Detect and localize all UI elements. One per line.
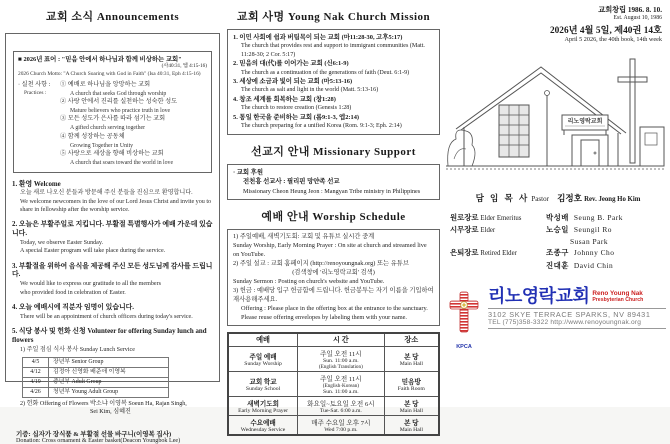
announcement-line: We welcome newcomers in the love of our Lord Jesus Christ and invite you to share in fellowship after the worship service.	[20, 198, 212, 213]
time-line: Sun. 11:00 a.m.	[323, 358, 359, 365]
mission-item-en: The church that provides rest and support to immigrant communities (Matt. 11:28-30; 2 Cor. 5:17)	[241, 43, 425, 58]
church-name-ko: 리노영락교회	[488, 285, 590, 306]
worship-title: 예배 안내 Worship Schedule	[261, 211, 406, 224]
worship-schedule-table	[227, 332, 440, 436]
elder-name-en: Susan Park	[570, 237, 609, 247]
practice-item-ko: ⑤ 사랑으로 세상을 향해 비상하는 교회	[60, 150, 164, 158]
service-ko: 수요예배	[250, 420, 276, 428]
worship-note-ko: (검색창에 '리노영락교회' 검색)	[292, 268, 375, 276]
announcement-line: 1) 주일 점심 식사 봉사 Sunday Lunch Service	[20, 347, 135, 354]
donation-line-ko: 기증: 십자가 장식품 & 부활절 선물 바구니(이영복 집사)	[16, 430, 172, 438]
staff-row	[450, 224, 666, 236]
practices-label-ko: · 실천 사항 :	[18, 80, 51, 88]
col-header-place: 장소	[384, 333, 439, 347]
flowers-offering-line: 2) 헌화 Offering of Flowers 박소냐 이영복 Soeun Ha, Rajan Singh,	[20, 400, 187, 407]
service-en: Wednesday Service	[240, 427, 286, 434]
lunch-service-table	[22, 357, 169, 397]
mission-item-en: The church as a continuation of the generations of faith (Deut. 6:1-9)	[241, 69, 410, 76]
worship-box	[227, 229, 440, 326]
announcement-heading: 5. 식당 봉사 및 헌화 신청 Volunteer for offering Sunday lunch and flowers	[12, 328, 207, 345]
lunch-date: 4/26	[23, 387, 49, 397]
announcement-item	[12, 304, 213, 321]
practice-item-ko: ② 사랑 안에서 진리를 실천하는 성숙한 성도	[60, 98, 178, 106]
cross-icon	[447, 291, 481, 339]
mission-item-ko: 4. 창조 세계를 회복하는 교회 (창1:28)	[233, 95, 336, 103]
announcement-line: There will be an appointment of church officers during today's service.	[20, 313, 193, 320]
staff-row	[450, 260, 666, 271]
worship-note-ko: 2) 주일 설교 : 교회 홈페이지 (http://renoyoungnak.org) 또는 유튜브	[233, 259, 409, 267]
masthead-column	[444, 5, 666, 350]
role-en: Elder	[480, 227, 496, 235]
pastor-row	[450, 192, 666, 204]
established-ko: 교회창립 1986. 8. 10.	[598, 6, 662, 14]
time-line: Sun. 11:00 a.m.	[323, 389, 359, 396]
service-en: Sunday School	[245, 386, 281, 393]
church-name-row	[488, 287, 666, 305]
pastor-title-en: Pastor	[531, 195, 549, 203]
announcement-item	[12, 221, 213, 255]
announcements-title: 교회 소식 Announcements	[45, 11, 180, 23]
mission-item-ko: 5. 통일 한국을 준비하는 교회 (롬9:1-3, 엡2:14)	[233, 113, 360, 121]
staff-row	[450, 247, 666, 259]
missionary-name-ko: 전천흥 선교사 : 필리핀 망얀족 선교	[243, 178, 340, 186]
missionary-sponsor-label: · 교회 후원	[233, 168, 264, 176]
time-line: (English·Korean)	[322, 383, 360, 390]
staff-row	[450, 236, 666, 247]
church-building-drawing	[444, 47, 666, 178]
place-en: Main Hall	[399, 408, 423, 415]
mission-item-ko: 3. 세상에 소금과 빛이 되는 교회 (마5:13-16)	[233, 78, 353, 86]
place-en: Faith Room	[397, 386, 425, 393]
kpca-label: KPCA	[456, 343, 472, 350]
col-header-service: 예배	[228, 333, 298, 347]
mission-item-ko: 1. 이민 사회에 쉼과 버팀목이 되는 교회 (마11:28-30, 고후5:17)	[233, 34, 403, 41]
table-row	[228, 397, 439, 416]
elder-name-ko: 박성배	[546, 213, 569, 222]
worship-note-en: Sunday Sermon : Posting on church's website and YouTube.	[233, 277, 385, 285]
pastor-name-ko: 김정호	[557, 193, 582, 203]
announcement-heading: 4. 오늘 예배시에 직분자 임명이 있습니다.	[12, 303, 135, 311]
announcements-box	[5, 33, 220, 444]
practice-item-ko: ① 예배로 하나님을 앙망하는 교회	[60, 80, 151, 88]
mission-title: 교회 사명 Young Nak Church Mission	[236, 11, 431, 23]
announcement-item	[12, 181, 213, 215]
announcement-line: who provided food in celebration of Easter.	[20, 289, 126, 296]
announcement-line: We would like to express our gratitude to all the members	[20, 281, 161, 288]
announcement-heading: 3. 부활절을 위하여 음식을 제공해 주신 모든 성도님께 감사를 드립니다.	[12, 262, 213, 279]
staff-block	[444, 192, 666, 271]
place-ko: 믿음방	[401, 379, 421, 387]
elder-name-en: Seung B. Park	[573, 213, 623, 222]
mission-item-ko: 2. 믿음의 대(代)를 이어가는 교회 (신6:1-9)	[233, 60, 349, 68]
lunch-group: 중년부 Adult Group	[49, 377, 169, 387]
table-row	[228, 372, 439, 397]
lunch-date: 4/19	[23, 377, 49, 387]
role-ko: 은퇴장로	[450, 248, 479, 258]
worship-note-en: Sunday Worship, Early Morning Prayer : On site at church and streamed live on YouTube.	[233, 242, 427, 258]
table-row	[23, 387, 169, 397]
church-logo-block	[444, 287, 666, 350]
mission-item-en: The church as salt and light in the world (Matt. 5:13-16)	[241, 87, 379, 94]
pastor-name-en: Rev. Jeong Ho Kim	[584, 196, 641, 203]
service-ko: 새벽기도회	[247, 401, 279, 409]
announcement-line: 오늘 새로 나오신 분들과 방문해 주신 분들을 진심으로 환영합니다.	[20, 190, 193, 197]
worship-note-ko: 3) 헌금 : 예배당 입구 헌금함에 드립니다. 헌금봉투는 자기 이름을 기입하여 재사용해주세요.	[233, 286, 434, 303]
lunch-date: 4/5	[23, 358, 49, 368]
motto-heading-en: 2026 Church Motto: "A Church Soaring with God in Faith" (Isa 40:31, Eph 4:15-16)	[18, 70, 201, 77]
lunch-group: 청년부 Young Adult Group	[49, 387, 169, 397]
lunch-group: 장년부 Senior Group	[49, 358, 169, 368]
table-row	[23, 377, 169, 387]
lunch-date: 4/12	[23, 368, 49, 378]
church-name-en-line1: Reno Young Nak	[592, 290, 643, 298]
announcement-item	[12, 328, 213, 354]
table-row	[23, 358, 169, 368]
flowers-offering-line: Sei Kim, 심혜진	[90, 409, 131, 416]
time-line: Tue-Sat. 6:00 a.m.	[319, 408, 362, 415]
motto-heading: ■ 2026년 표어 : "믿음 안에서 하나님과 함께 비상하는 교회"	[18, 56, 182, 63]
table-row	[228, 347, 439, 372]
elder-name-ko: 진대훈	[546, 260, 569, 270]
elder-name-ko: 노승일	[546, 225, 569, 235]
missionary-box	[227, 164, 440, 201]
mission-item-en: The church to restore creation (Genesis 1:28)	[241, 105, 352, 112]
practice-item-en: Mature believers who practice truth in love	[70, 108, 171, 114]
worship-note-ko: 1) 주일예배, 새벽기도회: 교회 및 유튜브 실시간 중계	[233, 233, 375, 241]
place-ko: 본 당	[404, 420, 419, 428]
motto-box	[13, 51, 212, 173]
announcement-line: A special Easter program will take place during the service.	[20, 248, 166, 255]
practice-item-ko: ④ 함께 성장하는 공동체	[60, 132, 125, 140]
service-en: Sunday Worship	[244, 361, 282, 368]
time-line: 매주 수요일 오후 7시	[311, 420, 371, 428]
practice-item-en: A church that soars toward the world in love	[70, 160, 174, 167]
building-sign-text: 리노영락교회	[567, 119, 603, 125]
role-en: Retired Elder	[480, 250, 517, 258]
announcement-item	[12, 263, 213, 297]
pastor-title-ko: 담 임 목 사	[475, 193, 530, 203]
practice-item-en: Growing Together in Unity	[70, 142, 134, 149]
announcement-line: Today, we observe Easter Sunday.	[20, 240, 104, 247]
church-name-en-line2: Presbyterian Church	[592, 296, 644, 303]
motto-scripture-ref: (사40:31, 엡 4:15-16)	[161, 63, 207, 70]
announcements-column	[5, 8, 220, 444]
mission-box	[227, 29, 440, 135]
kpca-cross-logo	[444, 287, 484, 350]
table-row	[23, 368, 169, 378]
elders-list	[450, 212, 666, 271]
time-line: Wed 7:00 p.m.	[324, 427, 358, 434]
time-line: 주일 오전 11시	[320, 351, 362, 359]
missionary-name-en: Missionary Cheon Heung Jeon : Mangyan Tribe ministry in Philippines	[243, 187, 421, 195]
time-line: 주일 오전 11시	[320, 376, 362, 384]
role-en: Elder Emeritus	[480, 215, 522, 222]
announcement-heading: 1. 환영 Welcome	[12, 180, 61, 188]
worship-note-en: Offering : Please place in the offering box at the entrance to the sanctuary. Please reuse offering envelopes by labeling them with your name.	[241, 304, 428, 321]
donation-line-en: Donation: Cross ornament & Easter basket(Deacon Youngbok Lee)	[16, 437, 181, 444]
elder-name-en: Johnny Cho	[573, 248, 615, 258]
table-row	[228, 416, 439, 436]
service-en: Early Morning Prayer	[238, 408, 289, 415]
footer-text	[484, 287, 666, 350]
table-header-row	[228, 333, 439, 347]
issue-date-ko: 2026년 4월 5일, 제40권 14호	[550, 26, 662, 36]
mission-column	[227, 8, 440, 436]
church-name-en	[589, 290, 643, 304]
time-line: (English Translation)	[318, 364, 363, 371]
service-ko: 주일 예배	[249, 354, 277, 362]
role-ko: 원로장로	[450, 213, 479, 222]
address-block	[488, 308, 666, 329]
place-ko: 본 당	[404, 354, 419, 362]
elder-name-en: David Chin	[573, 260, 614, 270]
masthead	[444, 5, 666, 43]
service-ko: 교회 학교	[249, 379, 277, 387]
street-address: 3102 SKYE TERRACE SPARKS, NV 89431	[488, 309, 651, 319]
time-line: 화요일~토요일 오전 6시	[307, 401, 375, 409]
role-ko: 시무장로	[450, 225, 479, 235]
lunch-group: 김정아 신영화 배준애 이영복	[49, 368, 169, 378]
mission-item-en: The church preparing for a unified Korea (Rom. 9:1-3; Eph. 2:14)	[241, 123, 402, 130]
issue-date-en: April 5 2026, the 40th book, 14th week	[564, 36, 662, 43]
announcement-heading: 2. 오늘은 부활주일로 지킵니다. 부활절 특별행사가 예배 가운데 있습니다.	[12, 221, 213, 238]
missionary-title: 선교지 안내 Missionary Support	[251, 145, 416, 158]
staff-row	[450, 212, 666, 224]
place-en: Main Hall	[399, 427, 423, 434]
elder-name-ko: 조종구	[546, 248, 569, 258]
place-en: Main Hall	[399, 361, 423, 368]
phone-and-website: TEL (775)358-3322 http://www.renoyoungnak.org	[488, 318, 642, 326]
practice-item-en: A gifted church serving together	[70, 125, 146, 132]
practices-label-en: Practices :	[24, 89, 47, 96]
practice-item-ko: ③ 모든 성도가 은사를 따라 섬기는 교회	[60, 115, 166, 123]
place-ko: 본 당	[404, 401, 419, 409]
practice-item-en: A church that seeks God through worship	[70, 90, 167, 97]
elder-name-en: Seungil Ro	[573, 225, 612, 235]
col-header-time: 시 간	[298, 333, 385, 347]
church-illustration-svg	[444, 47, 666, 173]
established-en: Est. August 10, 1986	[613, 15, 662, 21]
